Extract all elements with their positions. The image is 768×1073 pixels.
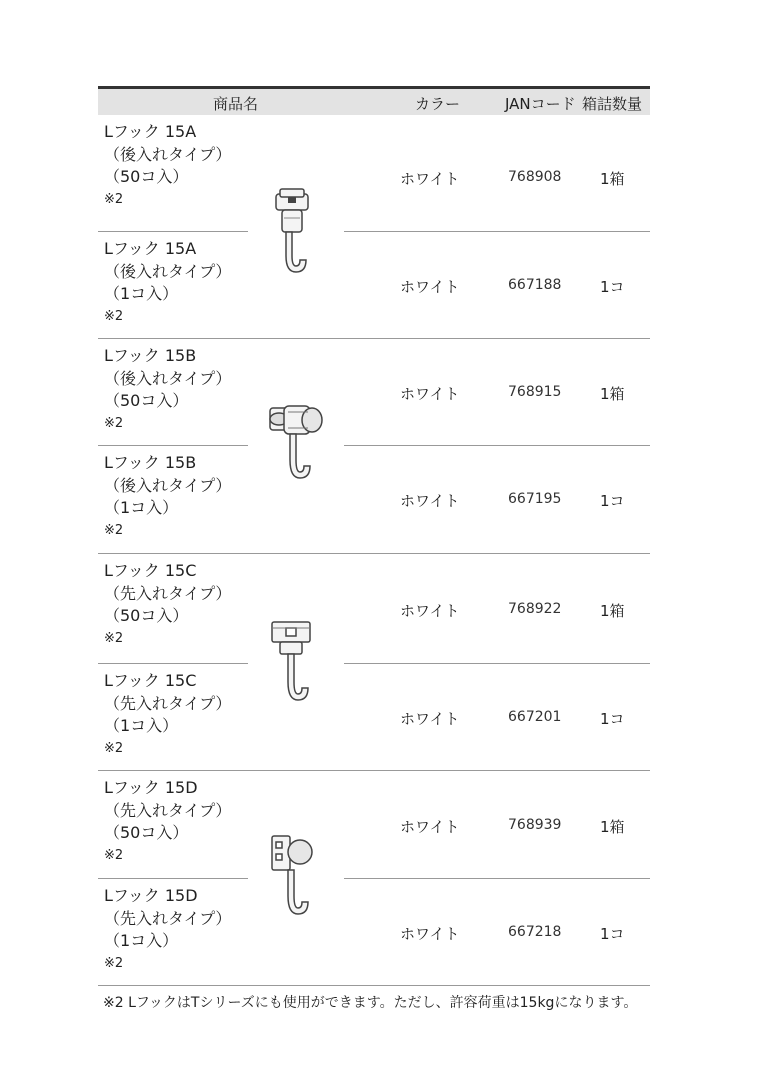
table-row: [98, 446, 650, 553]
header-product-name: 商品名: [213, 95, 259, 113]
color-cell: ホワイト: [400, 602, 460, 620]
table-row: [98, 771, 650, 878]
header-jan-code: JANコード: [505, 95, 576, 113]
color-cell: ホワイト: [400, 818, 460, 836]
product-name-cell: [104, 670, 231, 760]
product-name: Lフック 15D: [104, 886, 198, 905]
product-name-cell: [104, 121, 231, 211]
product-note: ※2: [104, 415, 124, 431]
product-note: ※2: [104, 308, 124, 324]
product-type: （先入れタイプ）: [104, 800, 232, 820]
product-name-cell: [104, 885, 231, 975]
product-pack: （50コ入）: [104, 606, 189, 625]
jan-cell: 768908: [508, 169, 562, 185]
color-cell: ホワイト: [400, 925, 460, 943]
product-pack: （1コ入）: [104, 716, 179, 735]
qty-cell: 1コ: [600, 278, 625, 296]
product-type: （先入れタイプ）: [104, 583, 232, 603]
qty-cell: 1箱: [600, 602, 625, 620]
product-name: Lフック 15B: [104, 453, 197, 472]
color-cell: ホワイト: [400, 278, 460, 296]
qty-cell: 1箱: [600, 170, 625, 188]
product-name-cell: [104, 777, 231, 867]
product-pack: （1コ入）: [104, 931, 179, 950]
product-type: （後入れタイプ）: [104, 475, 232, 495]
table-row: [98, 664, 650, 770]
product-note: ※2: [104, 191, 124, 207]
table-row: [98, 554, 650, 663]
jan-cell: 768915: [508, 384, 562, 400]
table-bottom-rule: [98, 985, 650, 986]
product-pack: （50コ入）: [104, 823, 189, 842]
hook-15d-icon: [266, 828, 326, 928]
qty-cell: 1箱: [600, 385, 625, 403]
qty-cell: 1コ: [600, 710, 625, 728]
product-name: Lフック 15D: [104, 778, 198, 797]
hook-15a-icon: [266, 188, 326, 284]
product-note: ※2: [104, 522, 124, 538]
product-type: （後入れタイプ）: [104, 261, 232, 281]
product-note: ※2: [104, 955, 124, 971]
product-name-cell: [104, 345, 231, 435]
product-note: ※2: [104, 740, 124, 756]
product-name: Lフック 15C: [104, 561, 197, 580]
product-pack: （50コ入）: [104, 391, 189, 410]
footnote: ※2 LフックはTシリーズにも使用ができます。ただし、許容荷重は15kgになります。: [103, 995, 638, 1011]
product-pack: （1コ入）: [104, 498, 179, 517]
qty-cell: 1コ: [600, 925, 625, 943]
product-type: （先入れタイプ）: [104, 693, 232, 713]
product-name-cell: [104, 452, 231, 542]
header-color: カラー: [415, 95, 461, 113]
product-pack: （50コ入）: [104, 167, 189, 186]
product-name: Lフック 15A: [104, 239, 197, 258]
product-name: Lフック 15B: [104, 346, 197, 365]
product-name-cell: [104, 560, 231, 650]
qty-cell: 1コ: [600, 492, 625, 510]
color-cell: ホワイト: [400, 492, 460, 510]
jan-cell: 667195: [508, 491, 562, 507]
product-pack: （1コ入）: [104, 284, 179, 303]
table-row: [98, 339, 650, 445]
jan-cell: 768939: [508, 817, 562, 833]
table-row: [98, 232, 650, 338]
table-header: [98, 89, 650, 115]
product-note: ※2: [104, 847, 124, 863]
jan-cell: 667218: [508, 924, 562, 940]
hook-15c-icon: [266, 614, 326, 714]
color-cell: ホワイト: [400, 170, 460, 188]
product-type: （後入れタイプ）: [104, 144, 232, 164]
hook-15b-icon: [264, 398, 334, 494]
jan-cell: 667201: [508, 709, 562, 725]
product-type: （後入れタイプ）: [104, 368, 232, 388]
header-box-quantity: 箱詰数量: [582, 95, 643, 113]
table-row: [98, 115, 650, 231]
product-name: Lフック 15A: [104, 122, 197, 141]
color-cell: ホワイト: [400, 710, 460, 728]
product-name-cell: [104, 238, 231, 328]
product-type: （先入れタイプ）: [104, 908, 232, 928]
product-name: Lフック 15C: [104, 671, 197, 690]
product-note: ※2: [104, 630, 124, 646]
table-row: [98, 879, 650, 985]
qty-cell: 1箱: [600, 818, 625, 836]
jan-cell: 768922: [508, 601, 562, 617]
jan-cell: 667188: [508, 277, 562, 293]
color-cell: ホワイト: [400, 385, 460, 403]
